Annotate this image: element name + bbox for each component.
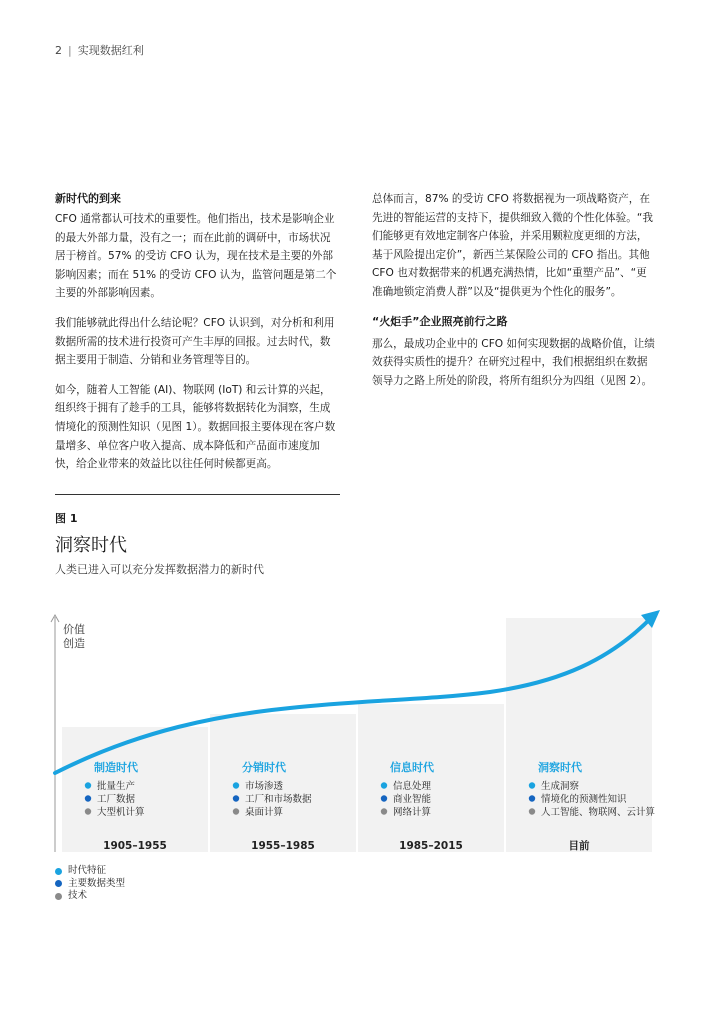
legend-item bbox=[55, 865, 125, 878]
era-title: 分销时代 bbox=[242, 761, 286, 774]
legend-label: 时代特征 bbox=[68, 865, 107, 876]
figure-subtitle: 人类已进入可以充分发挥数据潜力的新时代 bbox=[55, 563, 264, 576]
era-item: 生成洞察 bbox=[541, 781, 580, 792]
era-item-dot-icon bbox=[381, 795, 387, 801]
era-item: 信息处理 bbox=[393, 781, 432, 792]
legend-item bbox=[55, 890, 125, 903]
era-period: 1905–1955 bbox=[103, 840, 167, 852]
section-heading-torchbearers: “火炬手”企业照亮前行之路 bbox=[372, 314, 508, 328]
era-item-dot-icon bbox=[529, 808, 535, 814]
era-item: 人工智能、物联网、云计算 bbox=[541, 807, 656, 818]
figure-title: 洞察时代 bbox=[55, 535, 127, 556]
section-heading-new-era: 新时代的到来 bbox=[55, 192, 121, 205]
paragraph: 总体而言，87% 的受访 CFO 将数据视为一项战略资产，在先进的智能运营的支持下，提供细致入微的个性化体验。“我们能够更有效地定制客户体验，并采用颗粒度更细的方法，基于风险提出定价”，新西兰某保险公司的 CFO 指出。其他 CFO 也对数据带来的机遇充满热情，比如“重塑产品”、“更准确地锁定消费人群”以及“提供更为个性化的服务”。 bbox=[372, 193, 653, 298]
era-period: 1955–1985 bbox=[251, 840, 315, 852]
era-item-dot-icon bbox=[381, 782, 387, 788]
era-item-dot-icon bbox=[529, 782, 535, 788]
era-title: 信息时代 bbox=[390, 761, 434, 774]
era-band bbox=[358, 704, 504, 852]
era-item-dot-icon bbox=[85, 808, 91, 814]
paragraph: CFO 通常都认可技术的重要性。他们指出，技术是影响企业的最大外部力量，没有之一；而在此前的调研中，市场状况居于榜首。57% 的受访 CFO 认为，现在技术是主要的外部影响因素；而在 51% 的受访 CFO 认为，监管问题是第二个主要的外部影响因素。 bbox=[55, 213, 337, 300]
page-number: 2 bbox=[55, 44, 62, 57]
legend-dot-icon bbox=[55, 880, 62, 887]
paragraph: 那么，最成功企业中的 CFO 如何实现数据的战略价值，让绩效获得实质性的提升？在研究过程中，我们根据组织在数据领导力之路上所处的阶段，将所有组织分为四组（见图 2）。 bbox=[372, 337, 655, 387]
era-item-dot-icon bbox=[233, 795, 239, 801]
era-item: 工厂数据 bbox=[97, 794, 136, 805]
figure-label: 图 1 bbox=[55, 512, 78, 525]
legend bbox=[55, 865, 125, 903]
era-item: 工厂和市场数据 bbox=[245, 794, 312, 805]
era-title: 制造时代 bbox=[94, 761, 138, 774]
era-item-dot-icon bbox=[381, 808, 387, 814]
era-item: 网络计算 bbox=[393, 807, 432, 818]
era-period: 1985–2015 bbox=[399, 840, 463, 852]
legend-label: 主要数据类型 bbox=[68, 877, 126, 889]
era-item-dot-icon bbox=[233, 808, 239, 814]
era-item: 批量生产 bbox=[97, 781, 136, 792]
era-item-dot-icon bbox=[85, 795, 91, 801]
y-axis-label-line1: 价值 bbox=[63, 623, 85, 636]
legend-item bbox=[55, 878, 125, 891]
era-item-dot-icon bbox=[529, 795, 535, 801]
era-item-dot-icon bbox=[233, 782, 239, 788]
era-item: 大型机计算 bbox=[97, 807, 145, 818]
legend-dot-icon bbox=[55, 868, 62, 875]
header-title: 实现数据红利 bbox=[77, 44, 144, 57]
era-period: 目前 bbox=[568, 840, 590, 852]
era-item: 桌面计算 bbox=[245, 807, 284, 818]
era-item-dot-icon bbox=[85, 782, 91, 788]
paragraph: 我们能够就此得出什么结论呢？CFO 认识到，对分析和利用数据所需的技术进行投资可产生丰厚的回报。过去时代，数据主要用于制造、分销和业务管理等目的。 bbox=[55, 316, 335, 367]
era-item: 情境化的预测性知识 bbox=[541, 794, 627, 805]
y-axis-label-line2: 创造 bbox=[63, 637, 85, 650]
paragraph: 如今，随着人工智能 (AI)、物联网 (IoT) 和云计算的兴起，组织终于拥有了趁手的工具，能够将数据转化为洞察，生成情境化的预测性知识（见图 1）。数据回报主要体现在客户数量增多、单位客户收入提高、成本降低和产品面市速度加快，给企业带来的效益比以往任何时候都更高。 bbox=[55, 383, 336, 471]
era-title: 洞察时代 bbox=[538, 761, 582, 774]
era-item: 市场渗透 bbox=[245, 781, 284, 792]
header-separator: | bbox=[68, 44, 72, 57]
legend-dot-icon bbox=[55, 893, 62, 900]
era-item: 商业智能 bbox=[393, 794, 432, 805]
legend-label: 技术 bbox=[68, 890, 88, 901]
